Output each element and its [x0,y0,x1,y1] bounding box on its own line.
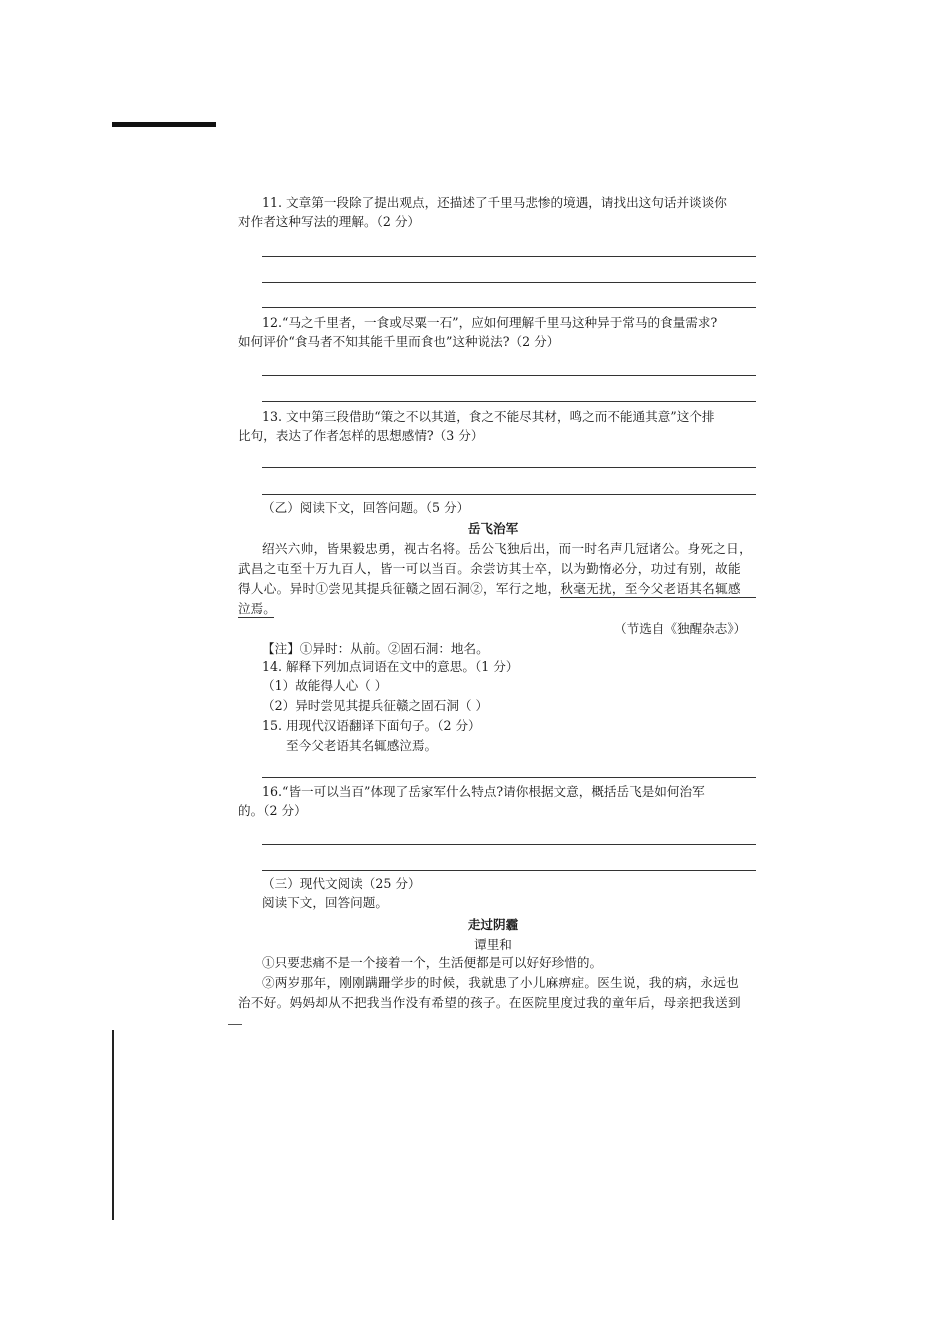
answer-line [262,282,756,283]
answer-line [262,494,756,495]
answer-line [262,870,756,871]
section-b-heading: （乙）阅读下文，回答问题。（5 分） [262,500,470,515]
passage-line-2: 武昌之屯至十万九百人，皆一可以当百。余尝访其士卒，以为勤惰必分，功过有别，故能 [238,561,741,576]
margin-tick [228,1024,242,1025]
question-14-item-1: （1）故能得人心（ ） [262,678,388,693]
question-15-stem: 15. 用现代汉语翻译下面句子。（2 分） [262,718,481,733]
passage-title: 岳飞治军 [467,521,519,536]
underline-mark [560,597,756,598]
essay-paragraph-2-line-2: 治不好。妈妈却从不把我当作没有希望的孩子。在医院里度过我的童年后，母亲把我送到 [238,995,741,1010]
answer-line [262,777,756,778]
question-14-item-2: （2）异时尝见其提兵征赣之固石洞（ ） [262,698,489,713]
answer-line [262,844,756,845]
top-black-bar [112,122,216,127]
question-12-line-2: 如何评价“食马者不知其能千里而食也”这种说法?（2 分） [238,334,560,349]
answer-line [262,467,756,468]
answer-line [262,375,756,376]
passage-source: （节选自《独醒杂志》） [614,621,747,636]
passage-line-4: 泣焉。 [238,601,276,616]
question-13-line-1: 13. 文中第三段借助“策之不以其道，食之不能尽其材，鸣之而不能通其意”这个排 [262,409,715,424]
question-14-stem: 14. 解释下列加点词语在文中的意思。（1 分） [262,659,519,674]
question-11-line-1: 11. 文章第一段除了提出观点，还描述了千里马悲惨的境遇，请找出这句话并谈谈你 [262,195,727,210]
answer-line [262,256,756,257]
answer-line [262,307,756,308]
passage-line-1: 绍兴六帅，皆果毅忠勇，视古名将。岳公飞独后出，而一时名声几冠诸公。身死之日， [262,541,752,556]
essay-paragraph-2-line-1: ②两岁那年，刚刚蹒跚学步的时候，我就患了小儿麻痹症。医生说，我的病，永远也 [262,975,740,990]
passage-line-3: 得人心。异时①尝见其提兵征赣之固石洞②，军行之地，秋毫无扰，至今父老语其名辄感 [238,581,741,596]
question-12-line-1: 12.“马之千里者，一食或尽粟一石”，应如何理解千里马这种异于常马的食量需求? [262,315,718,330]
passage-note: 【注】①异时：从前。②固石洞：地名。 [262,641,489,656]
question-11-line-2: 对作者这种写法的理解。（2 分） [238,214,421,229]
question-16-line-2: 的。（2 分） [238,803,307,818]
section-c-instruction: 阅读下文，回答问题。 [262,895,388,910]
essay-title: 走过阴霾 [467,917,519,932]
essay-author: 谭里和 [474,937,512,952]
underline-mark [238,617,274,618]
essay-paragraph-1: ①只要悲痛不是一个接着一个，生活便都是可以好好珍惜的。 [262,955,603,970]
section-c-heading: （三）现代文阅读（25 分） [262,876,421,891]
question-15-sentence: 至今父老语其名辄感泣焉。 [286,738,438,753]
left-margin-rule [112,1030,114,1220]
question-13-line-2: 比句，表达了作者怎样的思想感情?（3 分） [238,428,484,443]
question-16-line-1: 16.“皆一可以当百”体现了岳家军什么特点?请你根据文意，概括岳飞是如何治军 [262,784,705,799]
answer-line [262,401,756,402]
